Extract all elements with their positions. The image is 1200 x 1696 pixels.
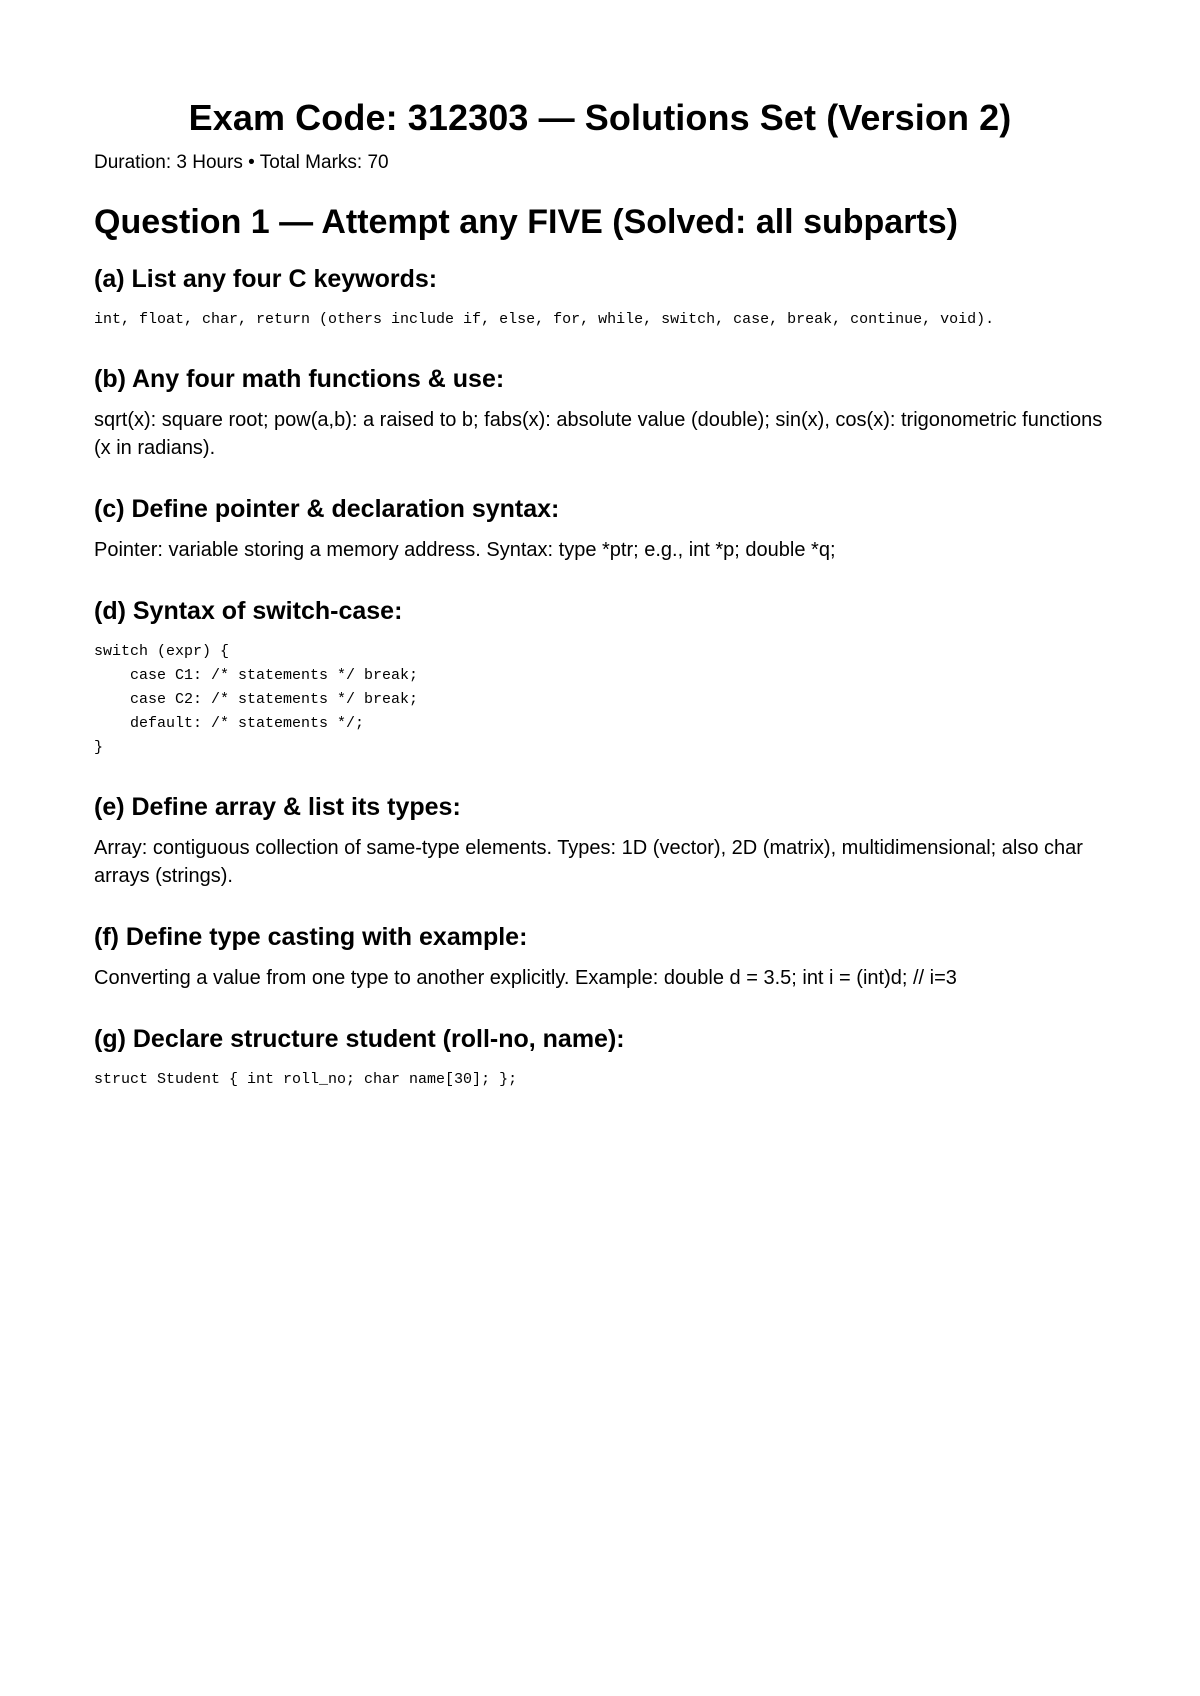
part-a [94,262,1106,332]
part-d-answer: switch (expr) { case C1: /* statements */ break; case C2: /* statements */ break; default: /* statements */; } [94,643,419,756]
part-e [94,790,1106,890]
part-g-heading: (g) Declare structure student (roll-no, name): [94,1025,625,1053]
part-a-answer: int, float, char, return (others include if, else, for, while, switch, case, break, continue, void). [94,311,995,328]
part-b-heading: (b) Any four math functions & use: [94,365,505,393]
page-title: Exam Code: 312303 — Solutions Set (Version 2) [188,97,1012,138]
exam-meta: Duration: 3 Hours • Total Marks: 70 [94,152,389,173]
question-heading: Question 1 — Attempt any FIVE (Solved: all subparts) [94,203,958,241]
part-c-heading: (c) Define pointer & declaration syntax: [94,495,560,523]
part-d-heading: (d) Syntax of switch-case: [94,597,403,625]
part-c-answer: Pointer: variable storing a memory address. Syntax: type *ptr; e.g., int *p; double *q; [94,539,836,561]
part-c [94,492,1106,564]
part-g-answer: struct Student { int roll_no; char name[30]; }; [94,1071,518,1088]
part-b-answer: sqrt(x): square root; pow(a,b): a raised to b; fabs(x): absolute value (double); sin(x), cos(x): trigonometric functions (x in radians). [94,409,1103,459]
part-f-answer: Converting a value from one type to another explicitly. Example: double d = 3.5; int i = (int)d; // i=3 [94,967,957,989]
part-b [94,362,1106,462]
part-f [94,920,1106,992]
part-g [94,1022,1106,1092]
part-a-heading: (a) List any four C keywords: [94,265,438,293]
part-e-heading: (e) Define array & list its types: [94,793,461,821]
part-e-answer: Array: contiguous collection of same-type elements. Types: 1D (vector), 2D (matrix), multidimensional; also char arrays (strings). [94,837,1083,887]
part-f-heading: (f) Define type casting with example: [94,923,528,951]
part-d [94,594,1106,760]
